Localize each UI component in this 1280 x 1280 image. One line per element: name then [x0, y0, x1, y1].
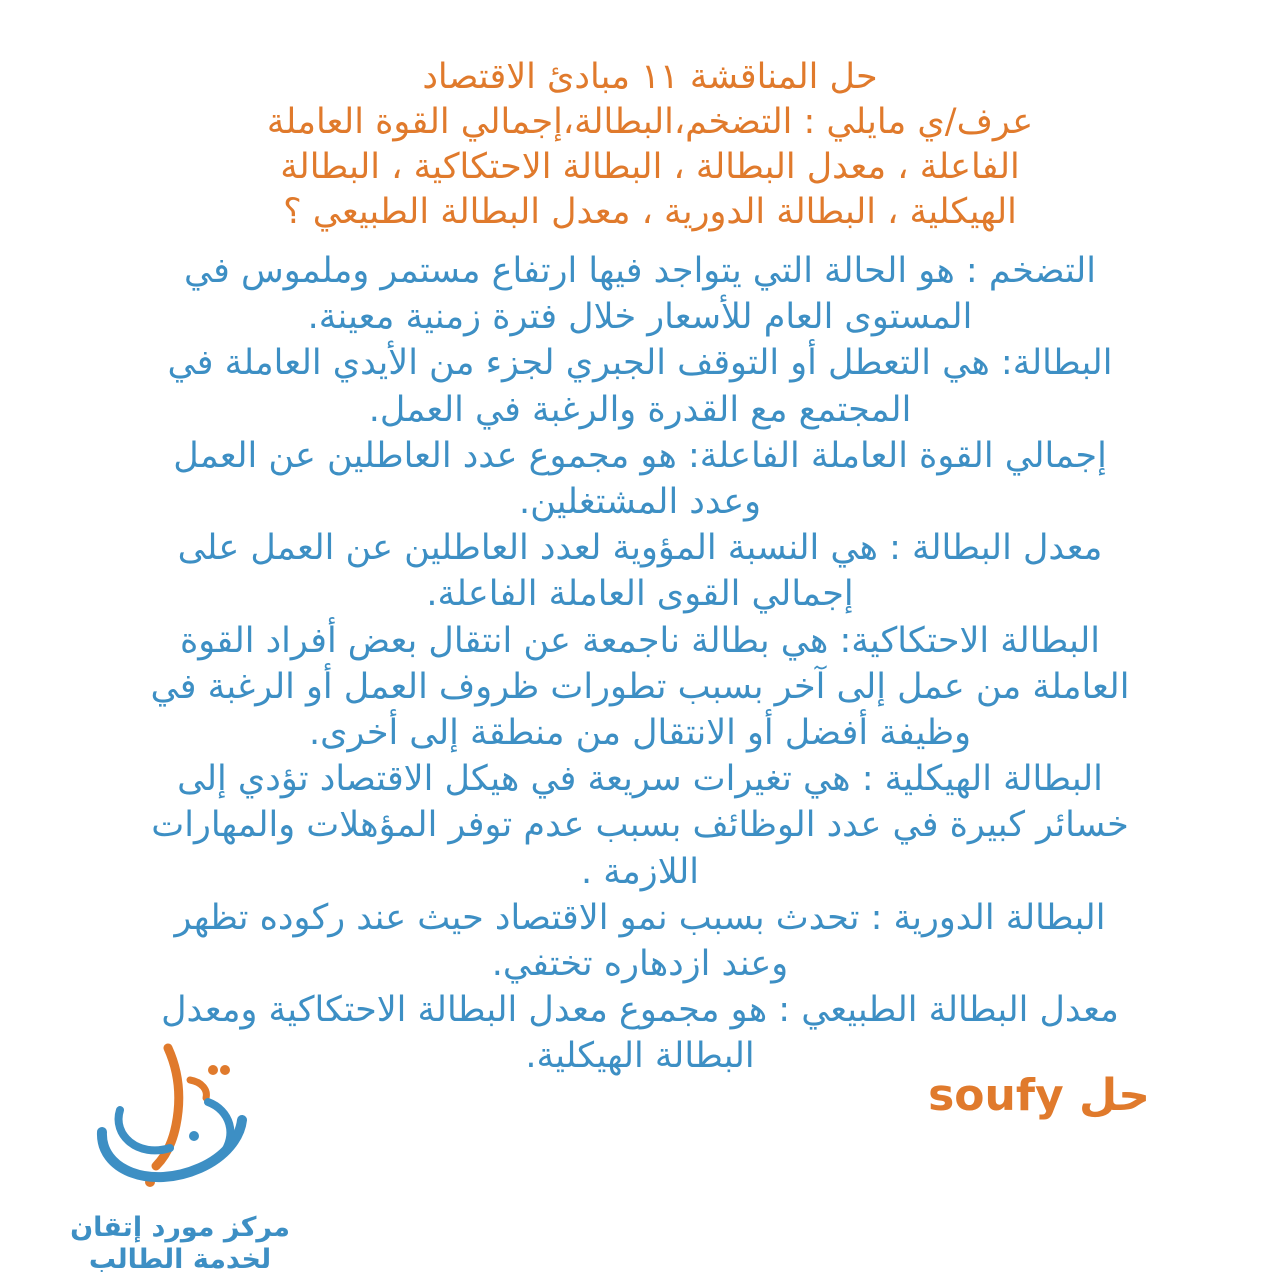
definition-natural-rate: معدل البطالة الطبيعي : هو مجموع معدل البطالة الاحتكاكية ومعدل — [161, 990, 1119, 1031]
definition-unemployment-rate: معدل البطالة : هي النسبة المؤوية لعدد العاطلين عن العمل على — [177, 528, 1103, 569]
definition-unemployment: البطالة: هي التعطل أو التوقف الجبري لجزء من الأيدي العاملة في — [167, 343, 1113, 384]
definition-frictional-cont: وظيفة أفضل أو الانتقال من منطقة إلى أخرى. — [308, 713, 972, 754]
logo-line-2: لخدمة الطالب — [88, 1244, 272, 1275]
definition-labor-force: إجمالي القوة العاملة الفاعلة: هو مجموع عدد العاطلين عن العمل — [173, 435, 1107, 476]
definition-structural-cont: اللازمة . — [581, 851, 699, 892]
logo-line-1: مركز مورد إتقان — [70, 1212, 290, 1243]
discussion-title: حل المناقشة ١١ مبادئ الاقتصاد — [422, 57, 878, 97]
definition-unemployment-cont: المجتمع مع القدرة والرغبة في العمل. — [368, 389, 912, 430]
definition-natural-rate-cont: البطالة الهيكلية. — [525, 1036, 755, 1077]
definition-frictional-cont: العاملة من عمل إلى آخر بسبب تطورات ظروف العمل أو الرغبة في — [150, 666, 1130, 707]
question-line: عرف/ي مايلي : التضخم،البطالة،إجمالي القوة العاملة — [266, 102, 1034, 142]
definition-labor-force-cont: وعدد المشتغلين. — [518, 482, 762, 523]
answers-body — [120, 248, 1160, 1080]
solution-signature: حل soufy — [928, 1070, 1150, 1121]
definition-inflation-cont: المستوى العام للأسعار خلال فترة زمنية معينة. — [307, 297, 973, 338]
definition-unemployment-rate-cont: إجمالي القوى العاملة الفاعلة. — [426, 574, 854, 615]
definition-cyclical: البطالة الدورية : تحدث بسبب نمو الاقتصاد حيث عند ركوده تظهر — [174, 897, 1106, 938]
itqan-calligraphy-icon — [90, 1040, 270, 1210]
definition-cyclical-cont: وعند ازدهاره تختفي. — [491, 944, 789, 985]
question-line: الفاعلة ، معدل البطالة ، البطالة الاحتكاكية ، البطالة — [280, 147, 1020, 187]
definition-inflation: التضخم : هو الحالة التي يتواجد فيها ارتفاع مستمر وملموس في — [183, 251, 1097, 291]
question-heading — [150, 55, 1150, 235]
question-line: الهيكلية ، البطالة الدورية ، معدل البطالة الطبيعي ؟ — [283, 192, 1017, 232]
definition-structural-cont: خسائر كبيرة في عدد الوظائف بسبب عدم توفر المؤهلات والمهارات — [151, 805, 1129, 846]
definition-frictional: البطالة الاحتكاكية: هي بطالة ناجمعة عن انتقال بعض أفراد القوة — [179, 620, 1101, 661]
itqan-logo — [60, 1040, 300, 1275]
definition-structural: البطالة الهيكلية : هي تغيرات سريعة في هيكل الاقتصاد تؤدي إلى — [177, 759, 1103, 800]
